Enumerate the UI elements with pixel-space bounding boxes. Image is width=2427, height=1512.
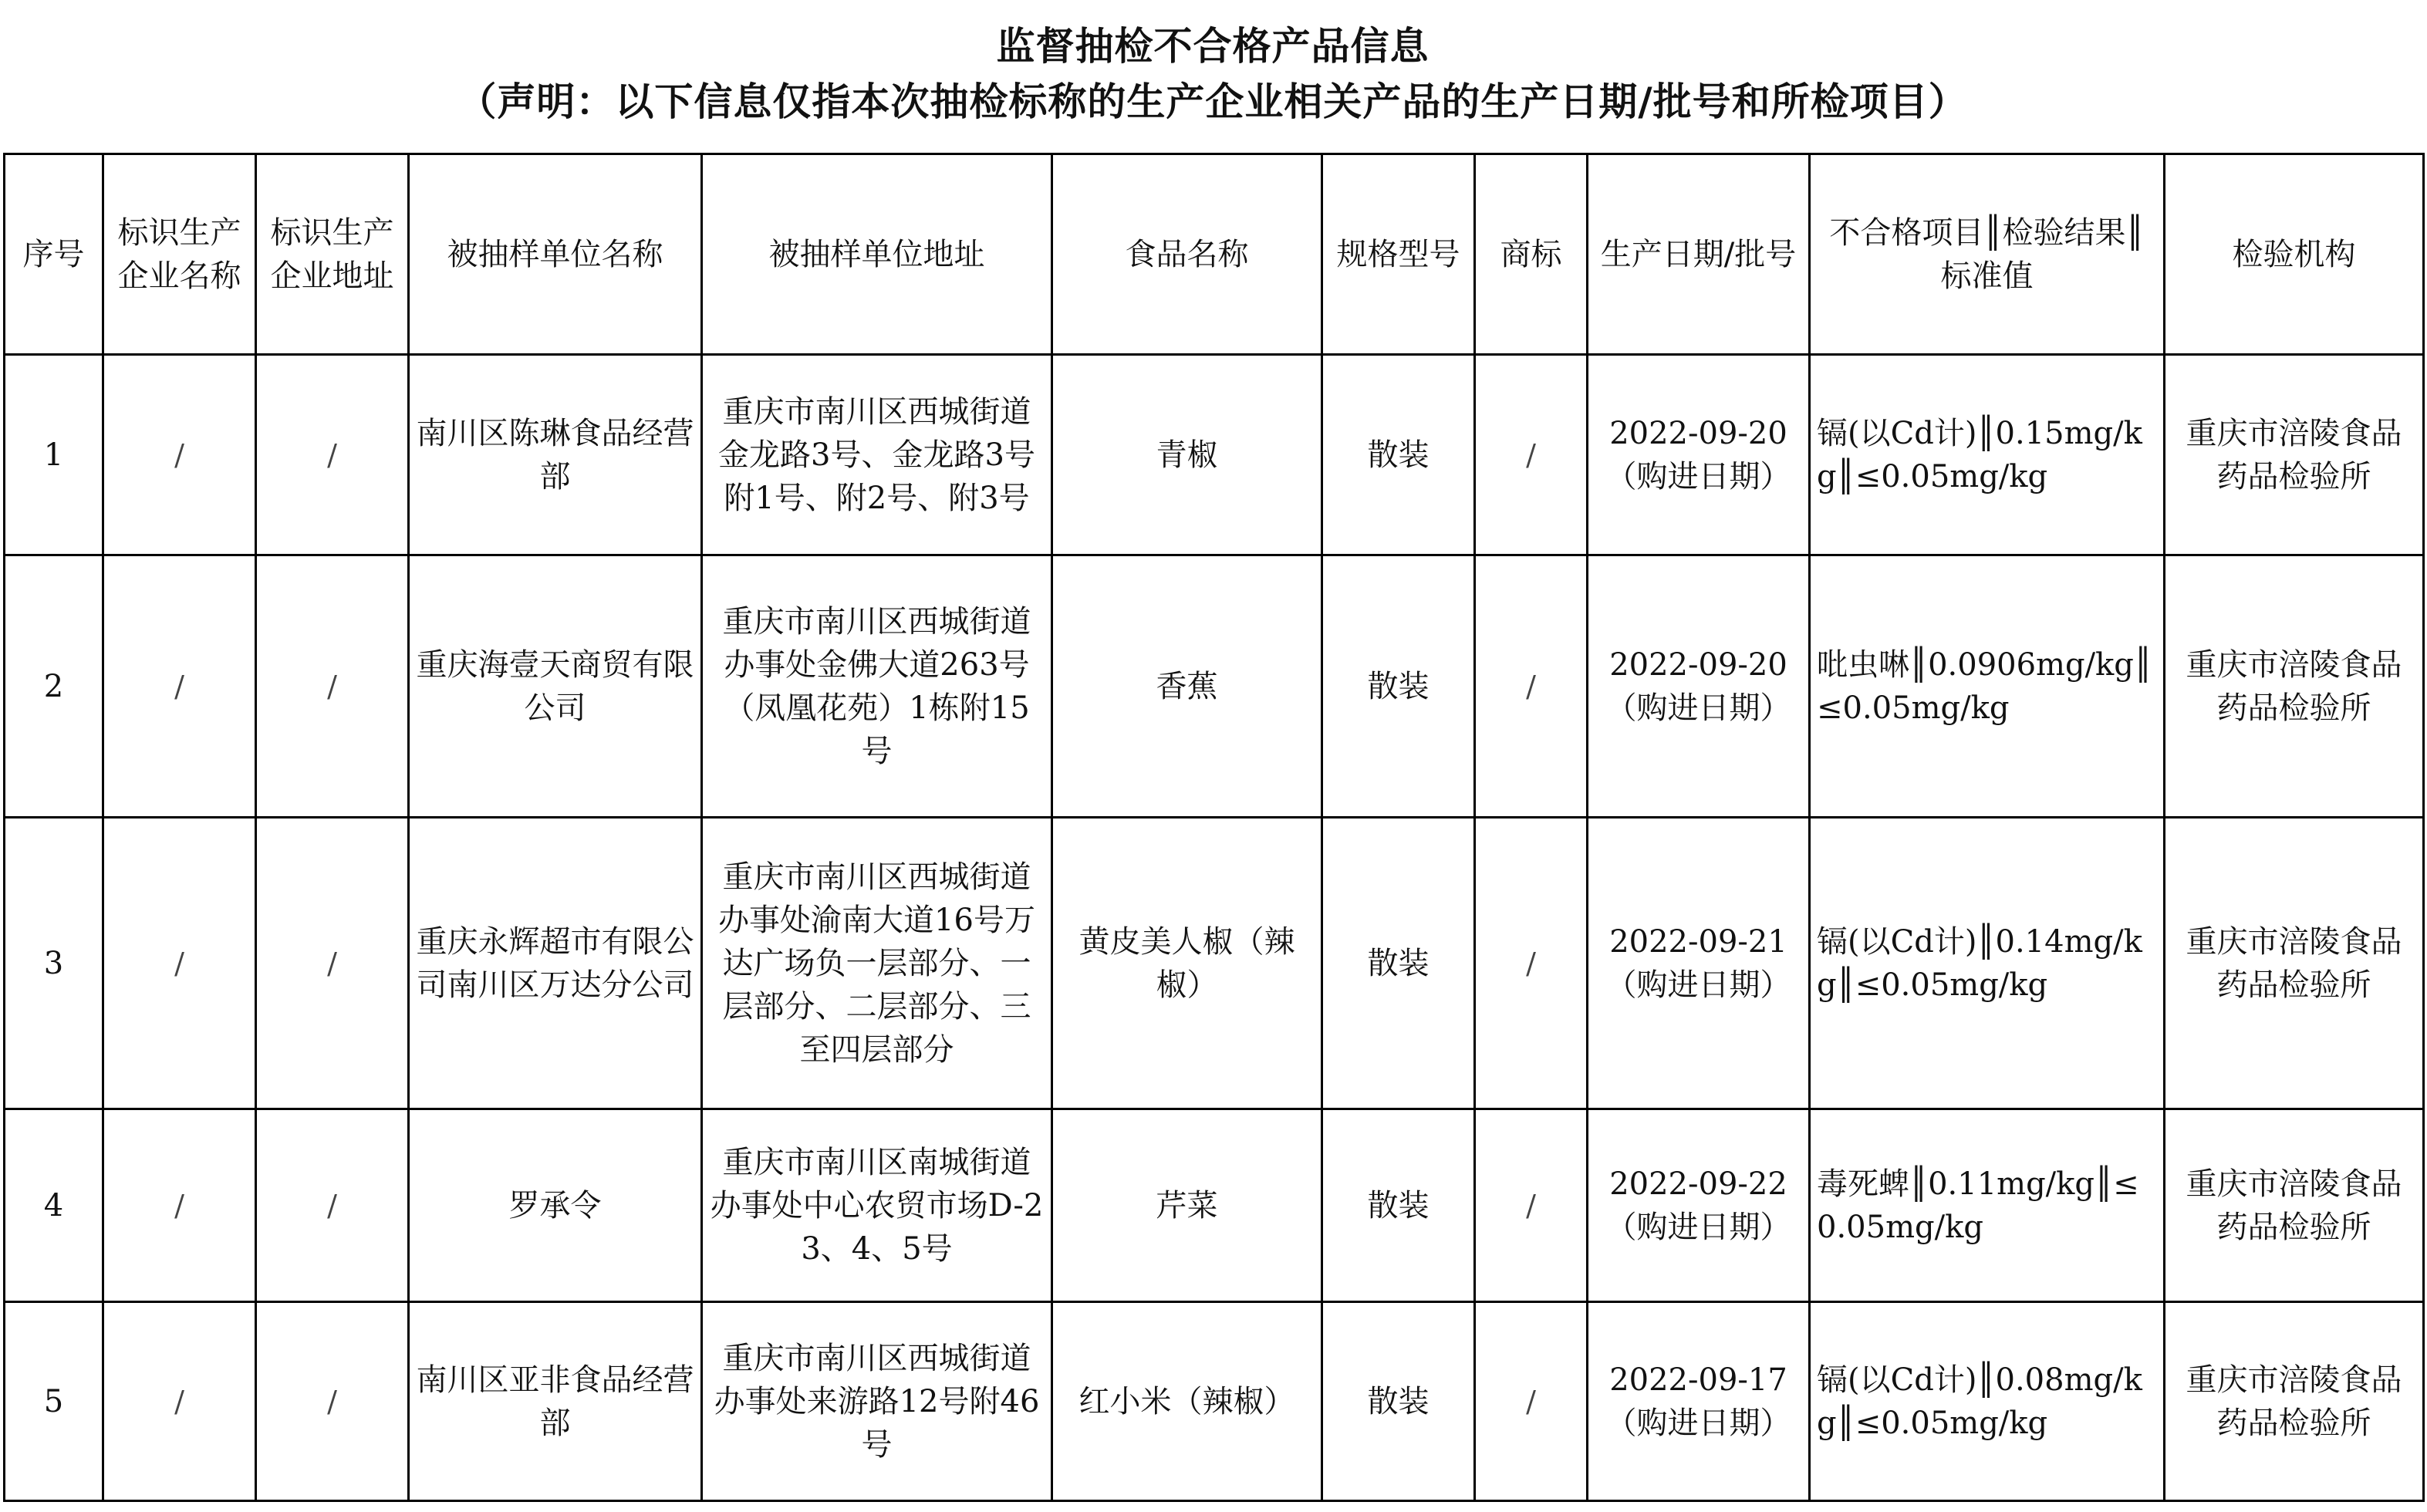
document-sheet (3, 2, 2422, 1507)
cell-mfr-name: / (103, 1302, 256, 1501)
cell-mfr-name: / (103, 818, 256, 1109)
cell-date-batch: 2022-09-20（购进日期） (1588, 355, 1810, 555)
cell-sampled-unit-name: 重庆永辉超市有限公司南川区万达分公司 (409, 818, 702, 1109)
cell-lab: 重庆市涪陵食品药品检验所 (2165, 1109, 2424, 1302)
document-title: 监督抽检不合格产品信息 (996, 24, 1430, 69)
cell-serial: 2 (5, 555, 103, 818)
cell-brand: / (1475, 1302, 1588, 1501)
cell-spec: 散装 (1322, 818, 1475, 1109)
cell-brand: / (1475, 555, 1588, 818)
cell-food-name: 香蕉 (1052, 555, 1322, 818)
cell-sampled-unit-address: 重庆市南川区西城街道办事处渝南大道16号万达广场负一层部分、一层部分、二层部分、三至四层部分 (702, 818, 1052, 1109)
cell-lab: 重庆市涪陵食品药品检验所 (2165, 1302, 2424, 1501)
cell-failed-item: 镉(以Cd计)║0.08mg/kg║≤0.05mg/kg (1810, 1302, 2165, 1501)
cell-sampled-unit-address: 重庆市南川区南城街道办事处中心农贸市场D-2 3、4、5号 (702, 1109, 1052, 1302)
cell-sampled-unit-address: 重庆市南川区西城街道办事处来游路12号附46号 (702, 1302, 1052, 1501)
cell-spec: 散装 (1322, 555, 1475, 818)
cell-date-batch: 2022-09-22（购进日期） (1588, 1109, 1810, 1302)
table-header-row (5, 154, 2424, 355)
header-sampled-unit-address: 被抽样单位地址 (702, 154, 1052, 355)
cell-date-batch: 2022-09-20（购进日期） (1588, 555, 1810, 818)
header-sampled-unit-name: 被抽样单位名称 (409, 154, 702, 355)
cell-spec: 散装 (1322, 1109, 1475, 1302)
cell-sampled-unit-name: 南川区陈琳食品经营部 (409, 355, 702, 555)
cell-food-name: 红小米（辣椒） (1052, 1302, 1322, 1501)
header-food-name: 食品名称 (1052, 154, 1322, 355)
cell-failed-item: 镉(以Cd计)║0.14mg/kg║≤0.05mg/kg (1810, 818, 2165, 1109)
cell-sampled-unit-name: 南川区亚非食品经营部 (409, 1302, 702, 1501)
cell-mfr-address: / (256, 1109, 409, 1302)
table-row (5, 1109, 2424, 1302)
cell-spec: 散装 (1322, 1302, 1475, 1501)
cell-food-name: 黄皮美人椒（辣椒） (1052, 818, 1322, 1109)
cell-brand: / (1475, 355, 1588, 555)
unqualified-products-table (3, 153, 2425, 1502)
header-date-batch: 生产日期/批号 (1588, 154, 1810, 355)
header-failed-item: 不合格项目║检验结果║标准值 (1810, 154, 2165, 355)
cell-brand: / (1475, 818, 1588, 1109)
cell-mfr-address: / (256, 555, 409, 818)
table-row (5, 555, 2424, 818)
header-brand: 商标 (1475, 154, 1588, 355)
cell-lab: 重庆市涪陵食品药品检验所 (2165, 555, 2424, 818)
document-subtitle: （声明：以下信息仅指本次抽检标称的生产企业相关产品的生产日期/批号和所检项目） (457, 79, 1968, 124)
cell-mfr-address: / (256, 1302, 409, 1501)
cell-mfr-name: / (103, 355, 256, 555)
table-row (5, 355, 2424, 555)
cell-failed-item: 毒死蜱║0.11mg/kg║≤0.05mg/kg (1810, 1109, 2165, 1302)
cell-serial: 4 (5, 1109, 103, 1302)
cell-mfr-name: / (103, 1109, 256, 1302)
cell-date-batch: 2022-09-17（购进日期） (1588, 1302, 1810, 1501)
cell-sampled-unit-address: 重庆市南川区西城街道办事处金佛大道263号（凤凰花苑）1栋附15号 (702, 555, 1052, 818)
cell-sampled-unit-name: 罗承令 (409, 1109, 702, 1302)
cell-spec: 散装 (1322, 355, 1475, 555)
header-lab: 检验机构 (2165, 154, 2424, 355)
cell-serial: 1 (5, 355, 103, 555)
cell-sampled-unit-address: 重庆市南川区西城街道金龙路3号、金龙路3号附1号、附2号、附3号 (702, 355, 1052, 555)
cell-brand: / (1475, 1109, 1588, 1302)
cell-failed-item: 镉(以Cd计)║0.15mg/kg║≤0.05mg/kg (1810, 355, 2165, 555)
cell-lab: 重庆市涪陵食品药品检验所 (2165, 355, 2424, 555)
header-mfr-address: 标识生产企业地址 (256, 154, 409, 355)
cell-date-batch: 2022-09-21（购进日期） (1588, 818, 1810, 1109)
cell-sampled-unit-name: 重庆海壹天商贸有限公司 (409, 555, 702, 818)
cell-serial: 5 (5, 1302, 103, 1501)
cell-food-name: 青椒 (1052, 355, 1322, 555)
cell-mfr-name: / (103, 555, 256, 818)
header-spec: 规格型号 (1322, 154, 1475, 355)
cell-food-name: 芹菜 (1052, 1109, 1322, 1302)
cell-lab: 重庆市涪陵食品药品检验所 (2165, 818, 2424, 1109)
table-row (5, 818, 2424, 1109)
cell-mfr-address: / (256, 818, 409, 1109)
header-serial: 序号 (5, 154, 103, 355)
cell-failed-item: 吡虫啉║0.0906mg/kg║≤0.05mg/kg (1810, 555, 2165, 818)
cell-mfr-address: / (256, 355, 409, 555)
cell-serial: 3 (5, 818, 103, 1109)
header-mfr-name: 标识生产企业名称 (103, 154, 256, 355)
table-row (5, 1302, 2424, 1501)
